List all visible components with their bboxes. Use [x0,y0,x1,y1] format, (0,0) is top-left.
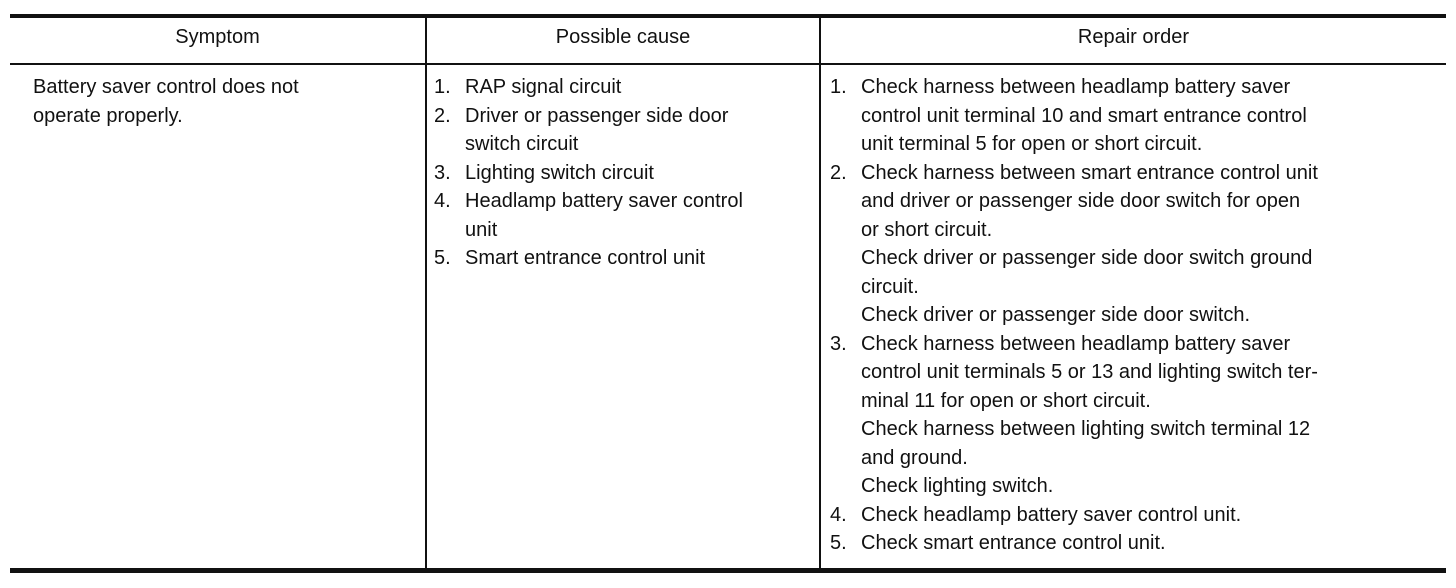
repair-number: 3. [830,332,847,355]
header-divider [10,63,1446,65]
repair-item [830,159,1430,330]
repair-line: minal 11 for open or short circuit. [861,389,1151,412]
cause-line: Headlamp battery saver control [465,190,743,212]
repair-item [830,73,1430,159]
cause-line: switch circuit [465,133,579,155]
cause-item [434,187,814,244]
repair-number: 5. [830,532,847,554]
repair-number: 4. [830,503,847,526]
cause-number: 1. [434,76,451,98]
repair-number: 2. [830,161,847,184]
repair-line: Check harness between smart entrance control unit [861,161,1318,184]
cause-line: unit [465,218,498,241]
table-top-rule [10,14,1446,18]
repair-line: and driver or passenger side door switch for open [861,190,1301,212]
repair-line: and ground. [861,446,968,469]
repair-line: Check driver or passenger side door switch ground [861,247,1313,269]
repair-item [830,330,1430,501]
repair-order-cell [830,73,1430,558]
repair-line: Check driver or passenger side door switch. [861,304,1251,326]
cause-line: Smart entrance control unit [465,247,706,269]
repair-line: Check harness between lighting switch terminal 12 [861,418,1311,440]
repair-line: Check lighting switch. [861,475,1054,497]
repair-item [830,501,1430,530]
header-possible-cause: Possible cause [555,26,691,48]
repair-line: control unit terminal 10 and smart entrance control [861,104,1307,127]
cause-line: Driver or passenger side door [465,104,729,127]
cause-number: 5. [434,247,451,269]
cause-item [434,102,814,159]
repair-line: circuit. [861,275,919,298]
symptom-cell [33,73,403,130]
repair-item [830,529,1430,558]
cause-item [434,159,814,188]
repair-line: Check harness between headlamp battery saver [861,332,1291,355]
repair-line: Check headlamp battery saver control unit. [861,503,1242,526]
column-divider-1 [425,16,427,571]
symptom-line: Battery saver control does not [33,76,299,98]
header-repair-order: Repair order [1077,26,1190,48]
column-divider-2 [819,16,821,571]
repair-line: control unit terminals 5 or 13 and lighting switch ter- [861,361,1318,383]
repair-number: 1. [830,76,847,98]
cause-number: 3. [434,161,451,184]
cause-item [434,73,814,102]
cause-number: 2. [434,104,451,127]
cause-item [434,244,814,273]
repair-line: or short circuit. [861,218,993,241]
header-symptom: Symptom [175,26,260,48]
symptom-line: operate properly. [33,104,183,127]
table-bottom-rule [10,568,1446,573]
repair-line: unit terminal 5 for open or short circuit. [861,133,1203,155]
cause-line: RAP signal circuit [465,76,622,98]
cause-line: Lighting switch circuit [465,161,654,184]
repair-line: Check smart entrance control unit. [861,532,1166,554]
cause-number: 4. [434,190,451,212]
repair-line: Check harness between headlamp battery saver [861,76,1291,98]
possible-cause-cell [434,73,814,273]
